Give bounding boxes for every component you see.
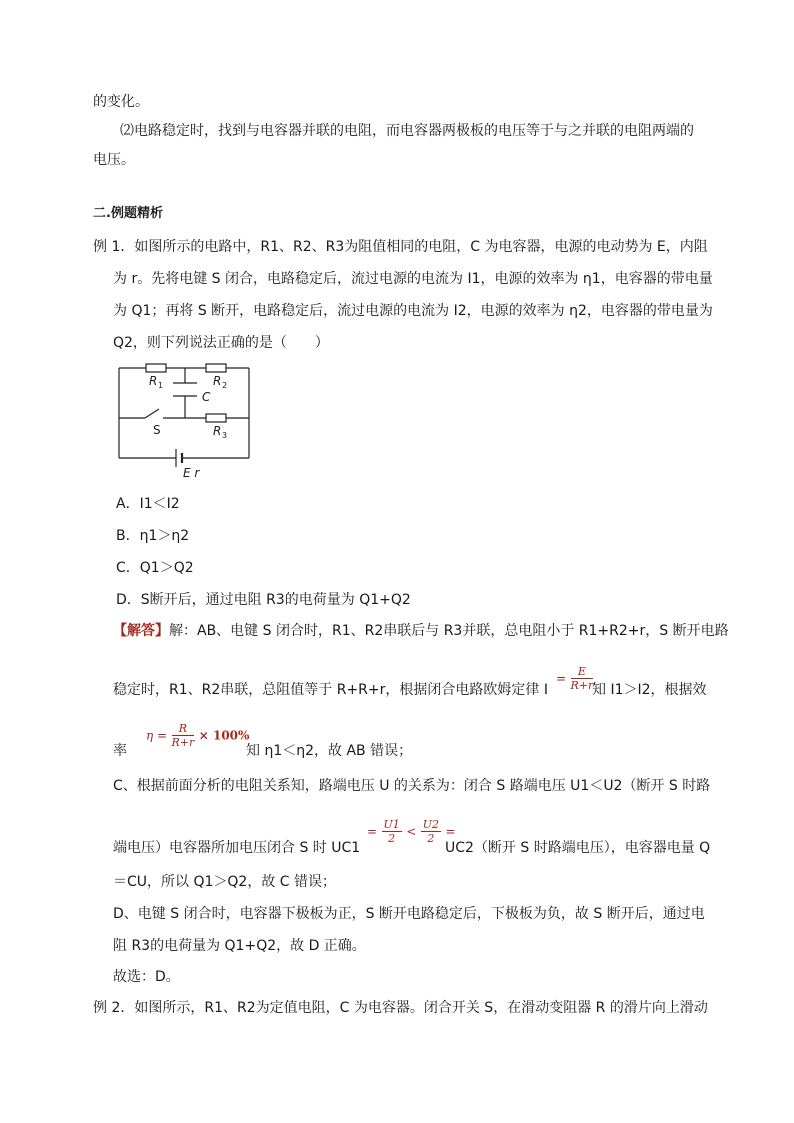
solution-text-1: 解：AB、电键 S 闭合时，R1、R2串联后与 R3并联，总电阻小于 R1+R2+r，S 断开电路	[169, 623, 729, 639]
option-d: D．S断开后，通过电阻 R3的电荷量为 Q1+Q2	[116, 592, 411, 608]
solution-line-2b: 知 I1＞I2，根据效	[592, 682, 707, 698]
formula-voltage-num2: U2	[422, 818, 440, 831]
formula-efficiency	[146, 722, 249, 749]
option-b: B．η1＞η2	[116, 528, 190, 544]
ex1-line-4: Q2，则下列说法正确的是（ ）	[113, 335, 329, 351]
solution-line-7: D、电键 S 闭合时，电容器下极板为正，S 断开电路稳定后，下极板为负，故 S 断开后，通过电	[113, 906, 705, 922]
solution-answer: 故选：D。	[113, 969, 180, 985]
formula-voltage-lt: <	[406, 824, 417, 839]
ex2-line-1: 例 2．如图所示，R1、R2为定值电阻，C 为电容器。闭合开关 S，在滑动变阻器 R 的滑片向上滑动	[93, 1000, 708, 1016]
intro-line-2: ⑵电路稳定时，找到与电容器并联的电阻，而电容器两极板的电压等于与之并联的电阻两端的	[120, 123, 694, 139]
ex1-line-3: 为 Q1；再将 S 断开，电路稳定后，流过电源的电流为 I2，电源的效率为 η2，电容器的带电量为	[113, 303, 713, 319]
resistor-r3	[206, 414, 226, 422]
resistor-r1	[146, 364, 166, 372]
resistor-r2	[206, 364, 226, 372]
option-a: A．I1＜I2	[116, 496, 180, 512]
solution-tag: 【解答】	[113, 623, 169, 639]
formula-voltage-den2: 2	[427, 832, 435, 845]
solution-line-6: ＝CU，所以 Q1＞Q2，故 C 错误；	[113, 874, 337, 890]
formula-voltage-frac1	[382, 818, 402, 845]
formula-efficiency-den: R+r	[171, 736, 195, 749]
formula-current-eq: =	[556, 671, 567, 686]
intro-line-3: 电压。	[93, 152, 135, 168]
label-source: E r	[183, 466, 200, 480]
formula-current-frac	[571, 665, 594, 692]
label-r2-sub: 2	[222, 381, 228, 390]
formula-current-num: E	[571, 665, 594, 679]
solution-line-5a: 端电压）电容器所加电压闭合 S 时 UC1	[113, 840, 361, 856]
solution-line-1	[113, 621, 729, 641]
label-s: S	[153, 423, 161, 437]
formula-voltage	[367, 818, 456, 845]
formula-efficiency-frac	[172, 722, 195, 749]
formula-voltage-frac2	[421, 818, 441, 845]
formula-current-den: R+r	[570, 679, 594, 692]
formula-current	[556, 665, 593, 692]
solution-line-8: 阻 R3的电荷量为 Q1+Q2，故 D 正确。	[113, 938, 366, 954]
ex1-line-1: 例 1．如图所示的电路中，R1、R2、R3为阻值相同的电阻，C 为电容器，电源的电动势为 E，内阻	[93, 239, 708, 255]
formula-efficiency-num: R	[172, 722, 195, 736]
label-r2: R	[213, 374, 222, 388]
formula-voltage-num1: U1	[383, 818, 400, 831]
solution-line-5b: UC2（断开 S 时路端电压），电容器电量 Q	[445, 840, 711, 856]
solution-line-4: C、根据前面分析的电阻关系知，路端电压 U 的关系为：闭合 S 路端电压 U1＜U2（断开 S 时路	[113, 778, 711, 794]
label-r3-sub: 3	[222, 431, 228, 440]
label-r1: R	[149, 374, 158, 388]
formula-voltage-eq2: =	[445, 824, 456, 839]
solution-line-3a: 率	[113, 743, 127, 759]
formula-voltage-eq1: =	[367, 824, 378, 839]
label-r3: R	[213, 424, 222, 438]
intro-line-1: 的变化。	[93, 94, 149, 110]
section-title: 二.例题精析	[93, 206, 163, 221]
formula-voltage-den1: 2	[388, 832, 396, 845]
ex1-line-2: 为 r。先将电键 S 闭合，电路稳定后，流过电源的电流为 I1，电源的效率为 η1，电容器的带电量	[113, 271, 713, 287]
label-r1-sub: 1	[158, 381, 164, 390]
formula-efficiency-suffix: × 100%	[198, 728, 250, 743]
switch-blade	[145, 409, 159, 418]
solution-line-3b: 知 η1＜η2，故 AB 错误；	[246, 743, 413, 759]
formula-efficiency-eq: η =	[146, 728, 168, 743]
solution-line-2a: 稳定时，R1、R2串联，总阻值等于 R+R+r，根据闭合电路欧姆定律 I	[113, 682, 548, 698]
option-c: C．Q1＞Q2	[116, 560, 194, 576]
label-c: C	[202, 390, 211, 404]
circuit-diagram	[115, 363, 255, 481]
